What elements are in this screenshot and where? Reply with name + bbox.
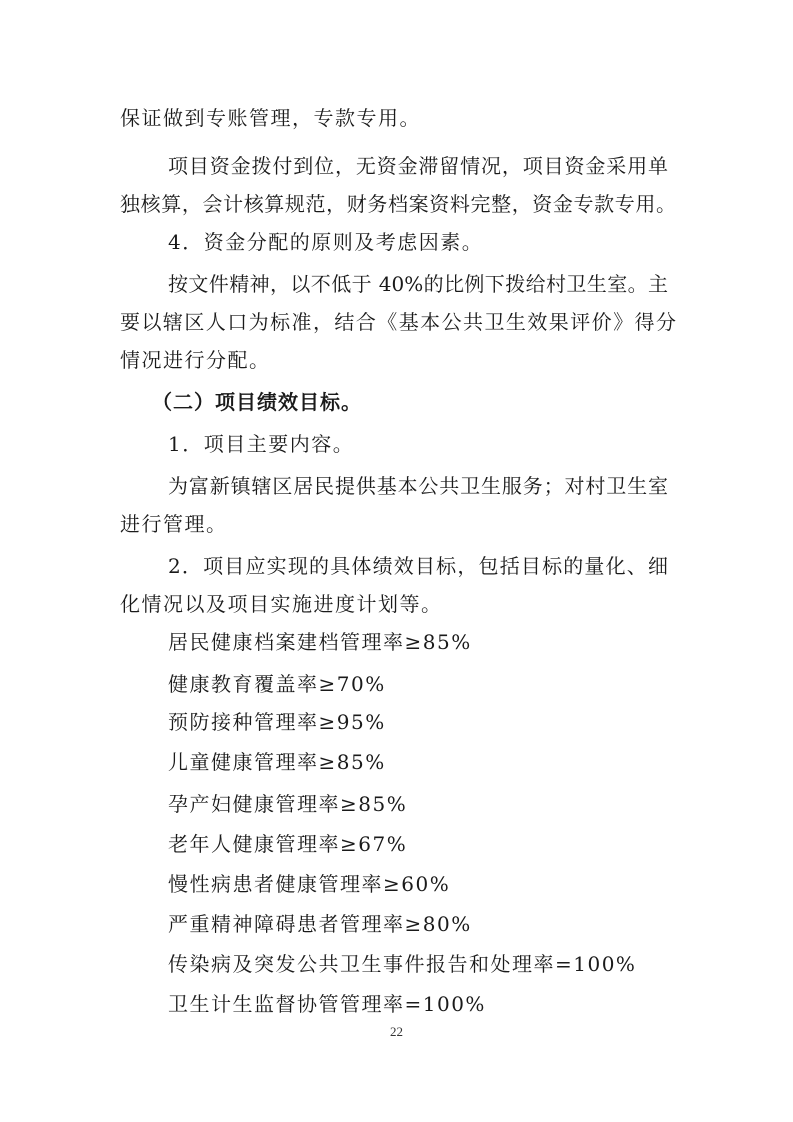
paragraph-line: 化情况以及项目实施进度计划等。 bbox=[120, 592, 443, 616]
section-heading: （二）项目绩效目标。 bbox=[152, 390, 362, 414]
paragraph-line: 为富新镇辖区居民提供基本公共卫生服务；对村卫生室 bbox=[168, 474, 668, 498]
paragraph-line: 要以辖区人口为标准，结合《基本公共卫生效果评价》得分 bbox=[120, 310, 676, 334]
paragraph-line: 项目资金拨付到位，无资金滞留情况，项目资金采用单 bbox=[168, 154, 668, 178]
section-subheading: 1．项目主要内容。 bbox=[168, 432, 355, 456]
target-item: 预防接种管理率≥95% bbox=[168, 710, 386, 734]
target-item: 孕产妇健康管理率≥85% bbox=[168, 792, 408, 816]
page-number: 22 bbox=[390, 1024, 403, 1039]
paragraph-line: 按文件精神，以不低于 40%的比例下拨给村卫生室。主 bbox=[168, 272, 668, 296]
target-item: 老年人健康管理率≥67% bbox=[168, 832, 408, 856]
target-item: 传染病及突发公共卫生事件报告和处理率=100% bbox=[168, 952, 637, 976]
paragraph-line: 情况进行分配。 bbox=[120, 348, 271, 372]
target-item: 居民健康档案建档管理率≥85% bbox=[168, 630, 472, 654]
target-item: 健康教育覆盖率≥70% bbox=[168, 672, 386, 696]
target-item: 严重精神障碍患者管理率≥80% bbox=[168, 912, 472, 936]
paragraph-line: 2．项目应实现的具体绩效目标，包括目标的量化、细 bbox=[168, 554, 668, 578]
target-item: 儿童健康管理率≥85% bbox=[168, 750, 386, 774]
target-item: 慢性病患者健康管理率≥60% bbox=[168, 872, 451, 896]
target-item: 卫生计生监督协管管理率=100% bbox=[168, 992, 486, 1016]
paragraph-line: 保证做到专账管理，专款专用。 bbox=[120, 106, 421, 130]
paragraph-line: 进行管理。 bbox=[120, 512, 228, 536]
section-subheading: 4．资金分配的原则及考虑因素。 bbox=[168, 230, 484, 254]
paragraph-line: 独核算，会计核算规范，财务档案资料完整，资金专款专用。 bbox=[120, 192, 676, 216]
